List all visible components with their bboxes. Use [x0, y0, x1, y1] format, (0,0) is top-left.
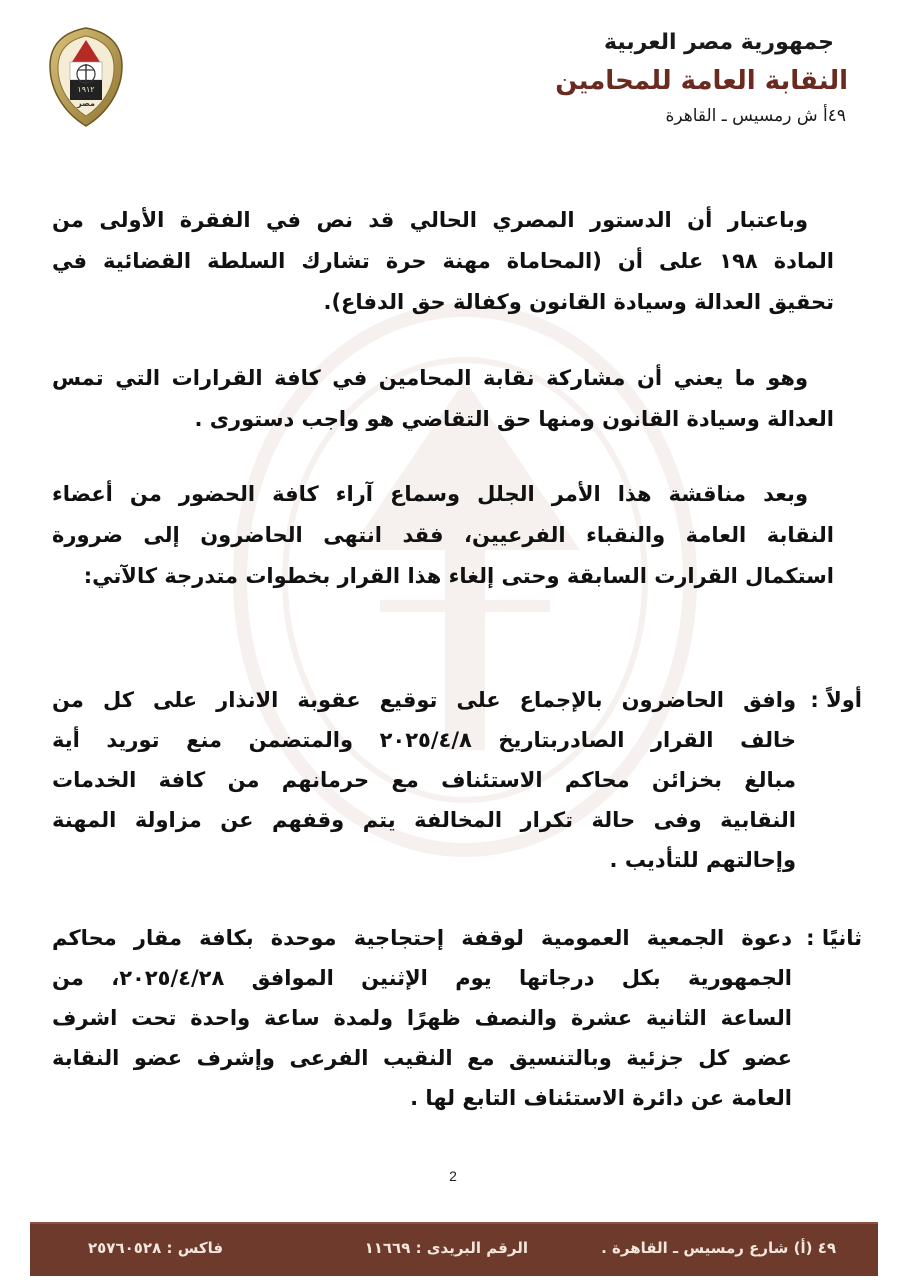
logo-place: مصر — [77, 99, 95, 108]
footer-fax: فاكس : ٢٥٧٦٠٥٢٨ — [88, 1239, 224, 1257]
paragraph-line: المادة ١٩٨ على أن (المحاماة مهنة حرة تشارك السلطة القضائية في — [52, 249, 834, 273]
page-number: 2 — [449, 1168, 457, 1184]
paragraph-line: تحقيق العدالة وسيادة القانون وكفالة حق الدفاع). — [323, 290, 834, 314]
decision-item-second — [52, 918, 862, 1123]
paragraph-line: وباعتبار أن الدستور المصري الحالي قد نص في الفقرة الأولى من — [52, 208, 808, 232]
footer-address: ٤٩ (أ) شارع رمسيس ـ القاهرة . — [601, 1239, 836, 1257]
header-address: ٤٩أ ش رمسيس ـ القاهرة — [665, 106, 846, 126]
item-body — [52, 680, 796, 880]
item-line: دعوة الجمعية العمومية لوقفة إحتجاجية موحدة بكافة مقار محاكم — [52, 926, 792, 950]
paragraph-constitution — [52, 200, 834, 323]
header-syndicate-name: النقابة العامة للمحامين — [555, 66, 848, 96]
item-line: النقابية وفى حالة تكرار المخالفة يتم وقفهم عن مزاولة المهنة — [52, 808, 796, 832]
syndicate-logo — [46, 26, 126, 128]
paragraph-participation — [52, 358, 834, 440]
item-line: الساعة الثانية عشرة والنصف ظهرًا ولمدة ساعة واحدة تحت اشرف — [52, 1006, 792, 1030]
item-line: وإحالتهم للتأديب . — [609, 848, 796, 872]
item-body — [52, 918, 792, 1118]
paragraph-line: وهو ما يعني أن مشاركة نقابة المحامين في كافة القرارات التي تمس — [52, 366, 808, 390]
item-line: وافق الحاضرون بالإجماع على توقيع عقوبة الانذار على كل من — [52, 688, 796, 712]
paragraph-line: العدالة وسيادة القانون ومنها حق التقاضي هو واجب دستورى . — [194, 407, 834, 431]
logo-year: ١٩١٢ — [77, 85, 95, 94]
item-marker: أولاً : — [810, 688, 862, 712]
item-line: الجمهورية بكل درجاتها يوم الإثنين الموافق ٢٠٢٥/٤/٢٨، من — [52, 966, 792, 990]
item-marker: ثانيًا : — [806, 926, 862, 950]
item-line: عضو كل جزئية وبالتنسيق مع النقيب الفرعى وإشرف عضو النقابة — [52, 1046, 792, 1070]
footer-postal-code: الرقم البريدى : ١١٦٦٩ — [364, 1239, 528, 1257]
paragraph-discussion — [52, 474, 834, 597]
header-country: جمهورية مصر العربية — [604, 30, 834, 55]
footer-bar — [30, 1222, 878, 1276]
item-line: خالف القرار الصادربتاريخ ٢٠٢٥/٤/٨ والمتضمن منع توريد أية — [52, 728, 796, 752]
paragraph-line: استكمال القرارت السابقة وحتى إلغاء هذا القرار بخطوات متدرجة كالآتي: — [83, 564, 834, 588]
item-line: العامة عن دائرة الاستئناف التابع لها . — [410, 1086, 792, 1110]
item-line: مبالغ بخزائن محاكم الاستئناف مع حرمانهم من كافة الخدمات — [52, 768, 796, 792]
paragraph-line: النقابة العامة والنقباء الفرعيين، فقد انتهى الحاضرون إلى ضرورة — [52, 523, 834, 547]
paragraph-line: وبعد مناقشة هذا الأمر الجلل وسماع آراء كافة الحضور من أعضاء — [52, 482, 808, 506]
decision-item-first — [52, 680, 862, 885]
